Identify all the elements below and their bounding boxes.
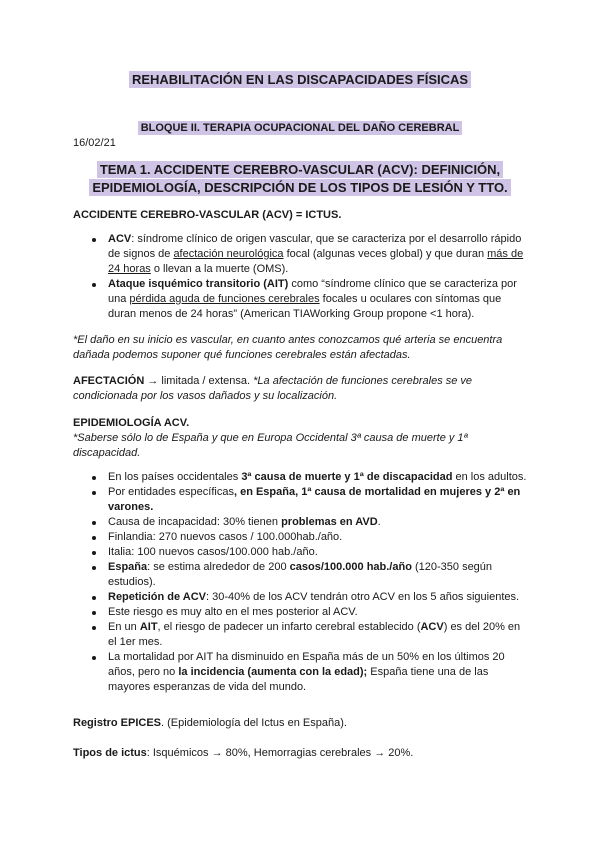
epi-bold: , en España, 1ª causa de mortalidad en mujeres y 2ª en varones.: [108, 486, 521, 513]
vascular-note: [73, 333, 533, 363]
epidemiology-note-text: *Saberse sólo lo de España y que en Europa Occidental 3ª causa de muerte y 1ª discapacidad.: [73, 432, 468, 459]
list-item: [108, 620, 528, 650]
epidemiology-list: [108, 470, 528, 695]
epi-text: Italia: 100 nuevos casos/100.000 hab./año.: [108, 546, 318, 558]
tipos-term: Tipos de ictus: [73, 747, 147, 759]
epi-text: ) es del 20% en el 1er mes.: [108, 621, 521, 648]
tipos-paragraph: [73, 746, 413, 761]
epi-text: Causa de incapacidad: 30% tienen: [108, 516, 282, 528]
list-item: [108, 232, 528, 277]
list-item: [108, 277, 528, 322]
list-item: [108, 515, 528, 530]
epi-bold: España: [108, 561, 148, 573]
epi-text: Por entidades específicas: [108, 486, 234, 498]
document-title-text: REHABILITACIÓN EN LAS DISCAPACIDADES FÍSICAS: [129, 71, 471, 88]
list-item: [108, 470, 528, 485]
definitions-list: [108, 232, 528, 322]
epi-text: Finlandia: 270 nuevos casos / 100.000hab./año.: [108, 531, 343, 543]
list-item: [108, 560, 528, 590]
list-item: [108, 530, 528, 545]
date: 16/02/21: [73, 137, 116, 149]
acv-term: ACV: [108, 233, 132, 245]
epi-text: (120-350 según estudios).: [108, 561, 493, 588]
ait-term: Ataque isquémico transitorio (AIT): [108, 278, 289, 290]
tipos-text: : Isquémicos → 80%, Hemorragias cerebrales → 20%.: [146, 747, 414, 759]
acv-underline-1: afectación neurológica: [173, 248, 284, 260]
afectacion-paragraph: [73, 374, 533, 404]
topic-line-2: EPIDEMIOLOGÍA, DESCRIPCIÓN DE LOS TIPOS DE LESIÓN Y TTO.: [89, 179, 510, 196]
epi-bold: la incidencia (aumenta con la edad);: [178, 666, 368, 678]
epi-text: : se estima alrededor de 200: [147, 561, 290, 573]
epi-text: La mortalidad por AIT ha disminuido en España más de un 50% en los últimos 20 años, pero no: [108, 651, 505, 678]
list-item: [108, 545, 528, 560]
acv-heading: ACCIDENTE CEREBRO-VASCULAR (ACV) = ICTUS.: [73, 209, 342, 221]
epi-bold: 3ª causa de muerte y 1ª de discapacidad: [241, 471, 453, 483]
epi-bold: casos/100.000 hab./año: [289, 561, 412, 573]
acv-text: : síndrome clínico de origen vascular, que se caracteriza por el desarrollo rápido de signos de: [108, 233, 522, 260]
epi-text: En los países occidentales: [108, 471, 242, 483]
epi-bold: problemas en AVD: [281, 516, 378, 528]
ait-text: como “síndrome clínico que se caracteriza por una: [108, 278, 517, 305]
acv-text: focal (algunas veces global) y que duran: [283, 248, 488, 260]
afectacion-term: AFECTACIÓN: [73, 375, 145, 387]
epidemiology-heading: EPIDEMIOLOGÍA ACV.: [73, 417, 190, 429]
acv-text: o llevan a la muerte (OMS).: [150, 263, 289, 275]
vascular-note-text: *El daño en su inicio es vascular, en cuanto antes conozcamos qué arteria se encuentra dañada podemos suponer qué funciones cerebrales están afectadas.: [73, 334, 503, 361]
epi-text: en los adultos.: [452, 471, 527, 483]
epidemiology-note: [73, 431, 533, 461]
topic-title: [60, 161, 540, 197]
epi-text: , el riesgo de padecer un infarto cerebral establecido (: [157, 621, 421, 633]
afectacion-note: *La afectación de funciones cerebrales se ve condicionada por los vasos dañados y su localización.: [73, 375, 473, 402]
epi-bold: AIT: [139, 621, 158, 633]
epi-text: Este riesgo es muy alto en el mes posterior al ACV.: [108, 606, 358, 618]
ait-underline: pérdida aguda de funciones cerebrales: [129, 293, 320, 305]
afectacion-text: → limitada / extensa.: [144, 375, 254, 387]
epi-text: En un: [108, 621, 140, 633]
acv-underline-2: más de 24 horas: [108, 248, 524, 275]
block-title-text: BLOQUE II. TERAPIA OCUPACIONAL DEL DAÑO CEREBRAL: [138, 121, 463, 135]
registro-paragraph: [73, 716, 347, 731]
block-title: [0, 121, 600, 136]
topic-line-1: TEMA 1. ACCIDENTE CEREBRO-VASCULAR (ACV): DEFINICIÓN,: [97, 161, 503, 178]
ait-text: focales u oculares con síntomas que duran menos de 24 horas” (American TIAWorking Group propone <1 hora).: [108, 293, 502, 320]
epi-bold: Repetición de ACV: [108, 591, 206, 603]
list-item: [108, 650, 528, 695]
epi-text: : 30-40% de los ACV tendrán otro ACV en los 5 años siguientes.: [206, 591, 520, 603]
list-item: [108, 605, 528, 620]
document-title: [0, 72, 600, 87]
registro-text: . (Epidemiología del Ictus en España).: [161, 717, 347, 729]
epi-text: España tiene una de las mayores esperanzas de vida del mundo.: [108, 666, 489, 693]
list-item: [108, 590, 528, 605]
list-item: [108, 485, 528, 515]
registro-term: Registro EPICES: [73, 717, 162, 729]
epi-bold: ACV: [420, 621, 444, 633]
epi-text: .: [377, 516, 381, 528]
